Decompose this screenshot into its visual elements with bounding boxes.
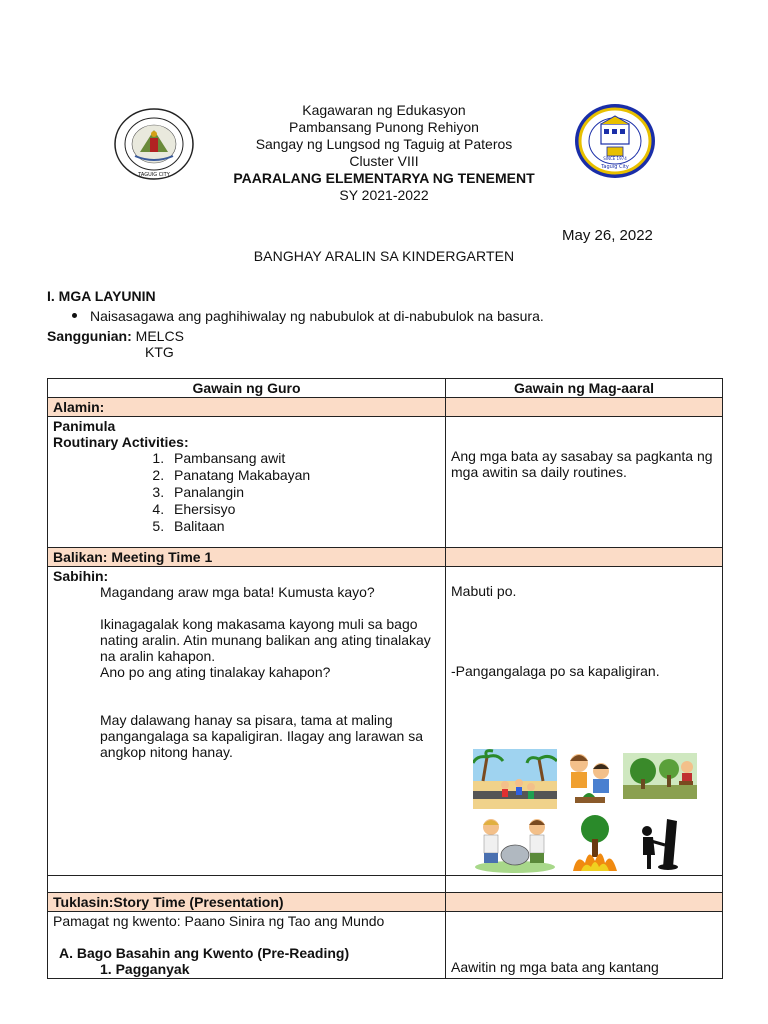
burning-tree-picture [569, 813, 621, 873]
tuklasin-empty [446, 893, 723, 912]
school-year: SY 2021-2022 [339, 187, 429, 203]
reference-label: Sanggunian: [47, 328, 132, 344]
objective-text: Naisasagawa ang paghihiwalay ng nabubulok at di-nabubulok na basura. [90, 308, 544, 324]
sabihin-label: Sabihin: [53, 568, 109, 584]
routines-cell [48, 417, 446, 548]
spacer-cell-right [446, 876, 723, 893]
school-name: PAARALANG ELEMENTARYA NG TENEMENT [233, 170, 535, 186]
school-seal-logo [573, 102, 657, 180]
header-line-3: Sangay ng Lungsod ng Taguig at Pateros [255, 136, 513, 152]
prereading-label: A. Bago Basahin ang Kwento (Pre-Reading) [59, 945, 350, 961]
panimula-label: Panimula [53, 418, 116, 434]
reference-value-1: MELCS [135, 328, 184, 344]
col-header-teacher: Gawain ng Guro [48, 379, 446, 398]
list-item: 3. Panalangin [168, 484, 440, 501]
kids-planting-picture [561, 749, 619, 805]
greeting-text: Magandang araw mga bata! Kumusta kayo? [100, 584, 375, 600]
recall-cell [48, 567, 446, 876]
pagganyak-response: Aawitin ng mga bata ang kantang [451, 959, 659, 975]
left-logo-bottom-text: TAGUIG CITY [138, 172, 170, 178]
recall-text: Ikinagagalak kong makasama kayong muli sa bago nating aralin. Atin munang balikan ang ating tinalakay na aralin kahapon. [100, 616, 431, 664]
list-item: 1. Pambansang awit [168, 450, 440, 467]
objectives-title: I. MGA LAYUNIN [47, 288, 156, 304]
story-response-cell [446, 912, 723, 979]
pagganyak-label: 1. Pagganyak [100, 961, 190, 977]
picture-grid [473, 749, 713, 874]
alamin-empty [446, 398, 723, 417]
list-item: 2. Panatang Makabayan [168, 467, 440, 484]
balikan-empty [446, 548, 723, 567]
reference-block [47, 328, 184, 360]
right-logo-bottom-text: Taguig City [601, 164, 629, 170]
kids-recycling-picture [473, 813, 557, 873]
recall-response-cell [446, 567, 723, 876]
list-item: 4. Ehersisyo [168, 501, 440, 518]
header-line-4: Cluster VIII [349, 153, 419, 169]
tuklasin-heading: Tuklasin:Story Time (Presentation) [48, 893, 446, 912]
tree-cutting-picture [623, 753, 697, 799]
routines-response-cell [446, 417, 723, 548]
header-line-2: Pambansang Punong Rehiyon [289, 119, 479, 135]
lesson-plan-table [47, 378, 723, 979]
right-logo-year: SINCE 1974 [603, 156, 627, 161]
routines-response: Ang mga bata ay sasabay sa pagkanta ng mga awitin sa daily routines. [451, 448, 713, 480]
alamin-heading: Alamin: [48, 398, 446, 417]
reference-value-2: KTG [145, 344, 174, 360]
beach-cleanup-picture [473, 749, 557, 809]
list-item: 5. Balitaan [168, 518, 440, 535]
spacer-cell-left [48, 876, 446, 893]
question-text: Ano po ang ating tinalakay kahapon? [100, 664, 331, 680]
lesson-plan-title: BANGHAY ARALIN SA KINDERGARTEN [253, 248, 515, 264]
bullet-icon [72, 313, 77, 318]
greeting-response: Mabuti po. [451, 583, 517, 599]
story-cell [48, 912, 446, 979]
document-date: May 26, 2022 [562, 227, 653, 244]
question-response: -Pangangalaga po sa kapaligiran. [451, 663, 660, 679]
header-line-1: Kagawaran ng Edukasyon [302, 102, 466, 118]
division-seal-logo [113, 108, 195, 180]
routinary-label: Routinary Activities: [53, 434, 189, 450]
person-chopping-tree-picture [633, 815, 685, 871]
routines-list [53, 450, 440, 535]
col-header-student: Gawain ng Mag-aaral [446, 379, 723, 398]
objective-item [72, 308, 544, 324]
instruction-text: May dalawang hanay sa pisara, tama at maling pangangalaga sa kapaligiran. Ilagay ang larawan sa angkop nitong hanay. [100, 712, 424, 760]
balikan-heading: Balikan: Meeting Time 1 [48, 548, 446, 567]
story-title: Pamagat ng kwento: Paano Sinira ng Tao ang Mundo [53, 913, 385, 929]
